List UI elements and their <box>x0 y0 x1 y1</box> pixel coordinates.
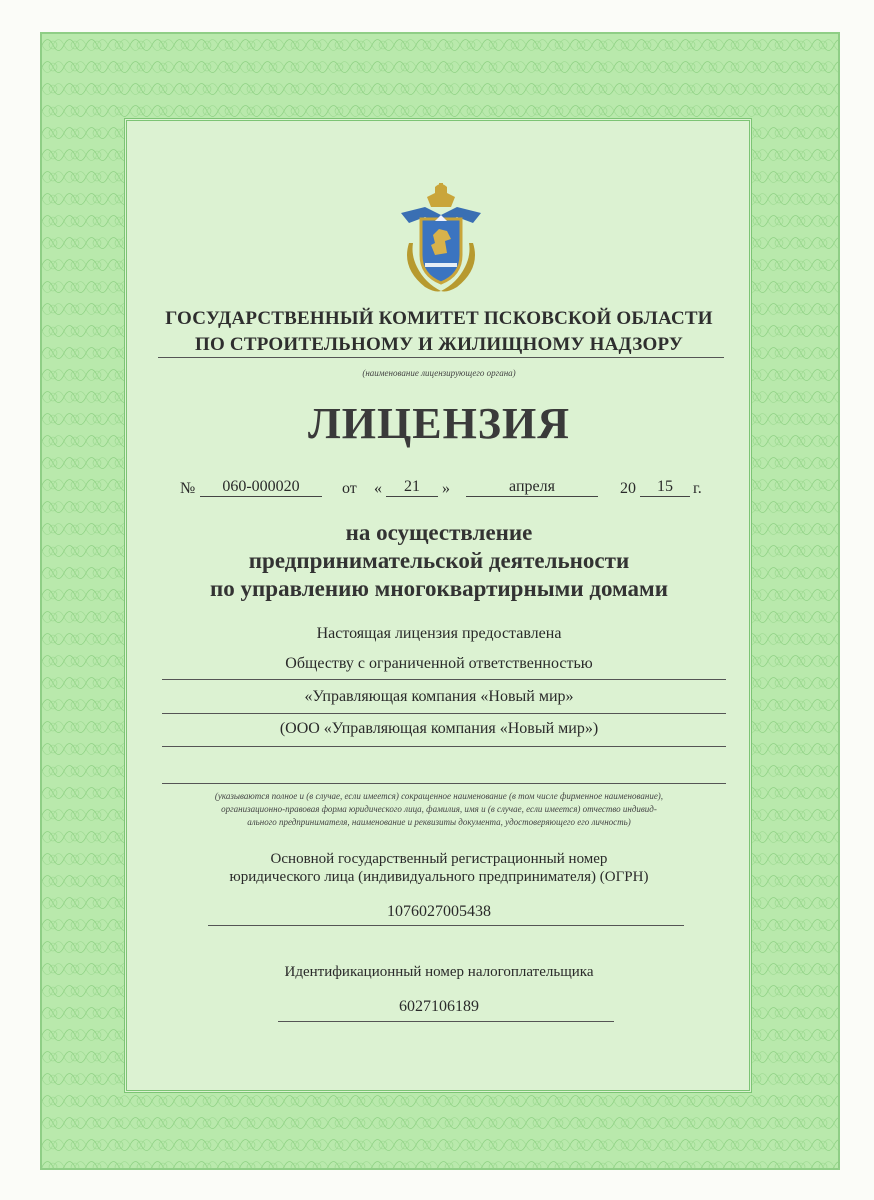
year-prefix: 20 <box>620 480 636 497</box>
inn-label: Идентификационный номер налогоплательщика <box>284 964 594 980</box>
grantee-line2: «Управляющая компания «Новый мир» <box>304 688 574 705</box>
ogrn-value: 1076027005438 <box>387 903 491 920</box>
ogrn-label2: юридического лица (индивидуального предпринимателя) (ОГРН) <box>229 869 649 885</box>
issuer-caption: (наименование лицензирующего органа) <box>362 368 516 378</box>
grant-intro: Настоящая лицензия предоставлена <box>316 625 562 642</box>
grantee-rule4 <box>162 783 726 784</box>
open-quote: « <box>374 480 382 497</box>
grantee-line1: Обществу с ограниченной ответственностью <box>285 655 593 672</box>
issue-year: 15 <box>640 478 690 497</box>
issue-month: апреля <box>466 478 598 497</box>
inn-value: 6027106189 <box>399 998 479 1015</box>
issuer-name-line1: ГОСУДАРСТВЕННЫЙ КОМИТЕТ ПСКОВСКОЙ ОБЛАСТИ <box>165 308 713 329</box>
issuer-underline <box>158 357 724 358</box>
document-title: ЛИЦЕНЗИЯ <box>307 399 571 448</box>
activity-line3: по управлению многоквартирными домами <box>210 576 668 601</box>
grantee-caption2: организационно-правовая форма юридического лица, фамилия, имя и (в случае, если имеется) отчество индивид- <box>221 804 657 814</box>
ogrn-rule <box>208 925 684 926</box>
issuer-name-line2: ПО СТРОИТЕЛЬНОМУ И ЖИЛИЩНОМУ НАДЗОРУ <box>195 334 683 355</box>
grantee-rule1 <box>162 679 726 680</box>
activity-line2: предпринимательской деятельности <box>248 548 630 573</box>
grantee-caption1: (указываются полное и (в случае, если имеется) сокращенное наименование (в том числе фирменное наименование), <box>214 791 664 801</box>
license-number: 060-000020 <box>200 478 322 497</box>
year-label: г. <box>693 480 702 497</box>
from-label: от <box>342 480 357 497</box>
grantee-rule3 <box>162 746 726 747</box>
inn-rule <box>278 1021 614 1022</box>
grantee-caption3: ального предпринимателя, наименование и реквизиты документа, удостоверяющего его личность) <box>247 817 631 827</box>
close-quote: » <box>442 480 450 497</box>
grantee-rule2 <box>162 713 726 714</box>
pskov-coat-of-arms-emblem <box>395 183 487 295</box>
ogrn-label1: Основной государственный регистрационный номер <box>270 851 608 867</box>
grantee-line3: (ООО «Управляющая компания «Новый мир») <box>279 720 599 737</box>
activity-line1: на осуществление <box>345 520 533 545</box>
issue-day: 21 <box>386 478 438 497</box>
number-sign: № <box>180 480 196 497</box>
